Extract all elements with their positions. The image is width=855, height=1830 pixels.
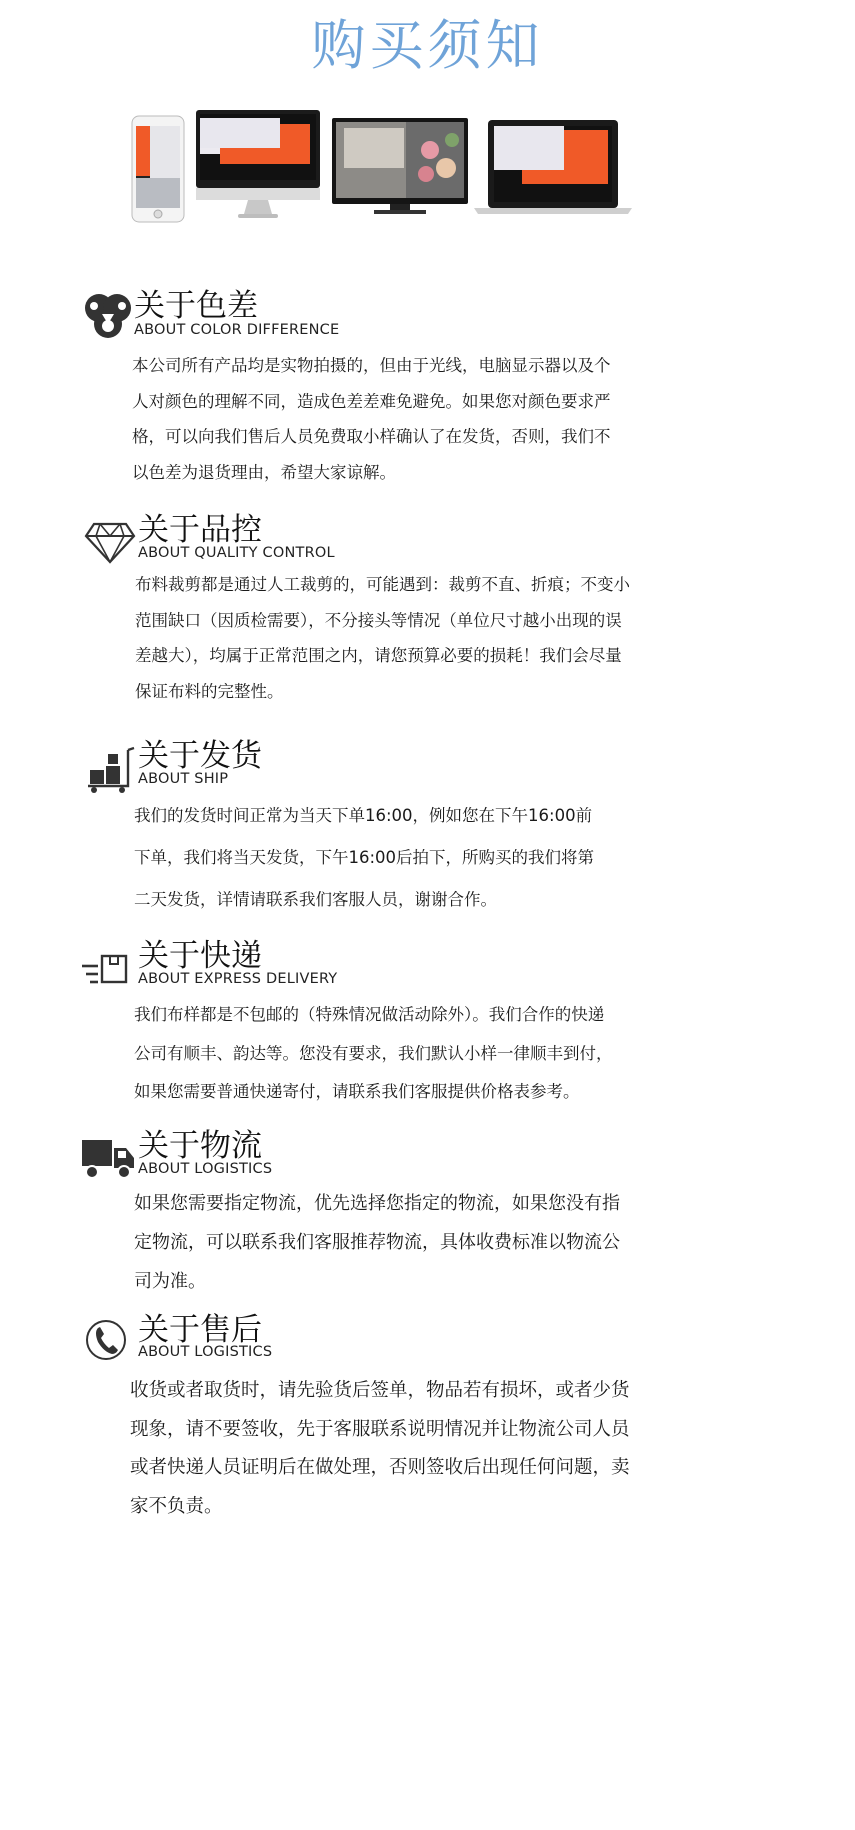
- section-color-difference: [0, 288, 855, 488]
- page-title: 购买须知: [311, 14, 544, 77]
- body-line: 保证布料的完整性。: [135, 681, 284, 701]
- section-title: 关于快递: [138, 938, 262, 974]
- section-subtitle: ABOUT SHIP: [138, 771, 229, 787]
- body-line: 差越大），均属于正常范围之内，请您预算必要的损耗！我们会尽量: [135, 646, 622, 665]
- fast-delivery-icon: [80, 944, 136, 1000]
- section-title: 关于售后: [138, 1312, 262, 1348]
- body-line: 如果您需要指定物流，优先选择您指定的物流，如果您没有指: [134, 1193, 620, 1214]
- section-subtitle: ABOUT EXPRESS DELIVERY: [138, 971, 338, 987]
- body-line: 范围缺口（因质检需要），不分接头等情况（单位尺寸越小出现的误: [135, 610, 622, 630]
- body-line: 人对颜色的理解不同，造成色差差难免避免。如果您对颜色要求严: [132, 391, 611, 411]
- laptop-device: [474, 120, 632, 214]
- section-express-delivery: [0, 938, 855, 1118]
- section-subtitle: ABOUT COLOR DIFFERENCE: [134, 322, 340, 338]
- body-line: 本公司所有产品均是实物拍摄的，但由于光线，电脑显示器以及个: [132, 356, 611, 375]
- section-subtitle: ABOUT LOGISTICS: [138, 1161, 273, 1177]
- body-line: 布料裁剪都是通过人工裁剪的，可能遇到：裁剪不直、折痕；不变小: [135, 575, 630, 594]
- device-showcase-image: [130, 110, 730, 250]
- body-line: 家不负责。: [130, 1495, 223, 1517]
- section-subtitle: ABOUT LOGISTICS: [138, 1344, 273, 1360]
- package-cart-icon: [84, 740, 140, 796]
- section-body: [134, 996, 744, 1112]
- phone-icon: [78, 1312, 134, 1368]
- section-body: [130, 1372, 740, 1526]
- body-line: 公司有顺丰、韵达等。您没有要求，我们默认小样一律顺丰到付，: [134, 1043, 613, 1063]
- desktop-monitor-device: [196, 110, 320, 218]
- section-body: [135, 567, 745, 709]
- section-logistics: [0, 1128, 855, 1308]
- body-line: 我们的发货时间正常为当天下单16:00，例如您在下午16:00前: [134, 806, 593, 825]
- body-line: 如果您需要普通快递寄付，请联系我们客服提供价格表参考。: [134, 1082, 580, 1101]
- section-quality-control: [0, 512, 855, 712]
- body-line: 二天发货，详情请联系我们客服人员，谢谢合作。: [134, 890, 497, 909]
- section-body: [132, 348, 742, 490]
- color-wheel-icon: [80, 290, 136, 346]
- body-line: 格，可以向我们售后人员免费取小样确认了在发货，否则，我们不: [132, 427, 611, 446]
- body-line: 定物流，可以联系我们客服推荐物流，具体收费标准以物流公: [134, 1232, 620, 1253]
- section-title: 关于发货: [138, 738, 262, 774]
- section-title: 关于色差: [134, 288, 258, 324]
- section-subtitle: ABOUT QUALITY CONTROL: [138, 545, 335, 561]
- body-line: 收货或者取货时，请先验货后签单，物品若有损坏，或者少货: [130, 1380, 630, 1401]
- section-after-sales: [0, 1312, 855, 1532]
- section-ship: [0, 738, 855, 918]
- body-line: 我们布样都是不包邮的（特殊情况做活动除外）。我们合作的快递: [134, 1005, 605, 1024]
- phone-device: [132, 116, 184, 222]
- truck-icon: [80, 1130, 136, 1186]
- body-line: 司为准。: [134, 1271, 206, 1292]
- tv-device: [332, 118, 468, 214]
- diamond-icon: [82, 512, 138, 568]
- section-body: [134, 1184, 744, 1301]
- section-body: [134, 795, 744, 921]
- section-title: 关于物流: [138, 1128, 262, 1164]
- body-line: 以色差为退货理由，希望大家谅解。: [132, 462, 396, 482]
- body-line: 或者快递人员证明后在做处理，否则签收后出现任何问题，卖: [130, 1457, 630, 1478]
- body-line: 下单，我们将当天发货，下午16:00后拍下，所购买的我们将第: [134, 848, 595, 867]
- section-title: 关于品控: [138, 512, 262, 548]
- body-line: 现象，请不要签收，先于客服联系说明情况并让物流公司人员: [130, 1418, 630, 1440]
